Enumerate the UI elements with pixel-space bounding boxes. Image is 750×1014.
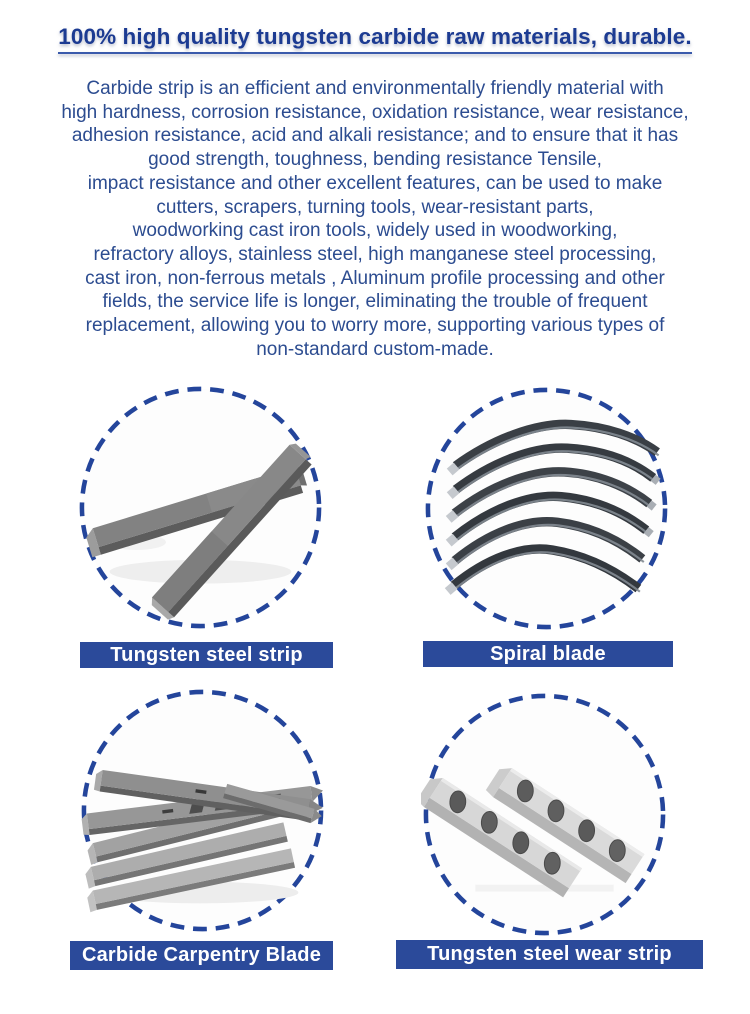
product-label-spiral-blade: Spiral blade xyxy=(423,641,673,667)
intro-line: adhesion resistance, acid and alkali resistance; and to ensure that it has xyxy=(71,125,679,147)
product-label-carbide-carpentry-blade: Carbide Carpentry Blade xyxy=(70,941,333,970)
intro-paragraph xyxy=(0,77,750,361)
intro-line: high hardness, corrosion resistance, oxidation resistance, wear resistance, xyxy=(61,101,689,123)
curved-spiral-blades-photo xyxy=(423,385,670,632)
intro-line: good strength, toughness, bending resistance Tensile, xyxy=(148,149,602,171)
intro-line: fields, the service life is longer, eliminating the trouble of frequent xyxy=(102,291,648,313)
crossed-carpentry-blades-photo xyxy=(79,687,326,934)
title-section xyxy=(0,0,750,54)
product-label-tungsten-steel-strip: Tungsten steel strip xyxy=(80,642,333,668)
intro-line: refractory alloys, stainless steel, high manganese steel processing, xyxy=(93,243,657,265)
page-title: 100% high quality tungsten carbide raw materials, durable. xyxy=(58,24,691,54)
intro-line: cast iron, non-ferrous metals , Aluminum profile processing and other xyxy=(85,267,665,289)
intro-line: impact resistance and other excellent features, can be used to make xyxy=(87,172,663,194)
product-label-tungsten-steel-wear-strip: Tungsten steel wear strip xyxy=(396,940,703,969)
intro-line: non-standard custom-made. xyxy=(256,338,494,360)
products-grid xyxy=(0,380,750,1009)
crossed-tungsten-strips-photo xyxy=(77,384,324,631)
intro-line: replacement, allowing you to worry more, supporting various types of xyxy=(85,315,665,337)
intro-line: woodworking cast iron tools, widely used in woodworking, xyxy=(132,220,618,242)
intro-line: Carbide strip is an efficient and environmentally friendly material with xyxy=(86,78,664,99)
perforated-wear-strips-photo xyxy=(421,691,668,938)
intro-line: cutters, scrapers, turning tools, wear-resistant parts, xyxy=(156,196,594,218)
